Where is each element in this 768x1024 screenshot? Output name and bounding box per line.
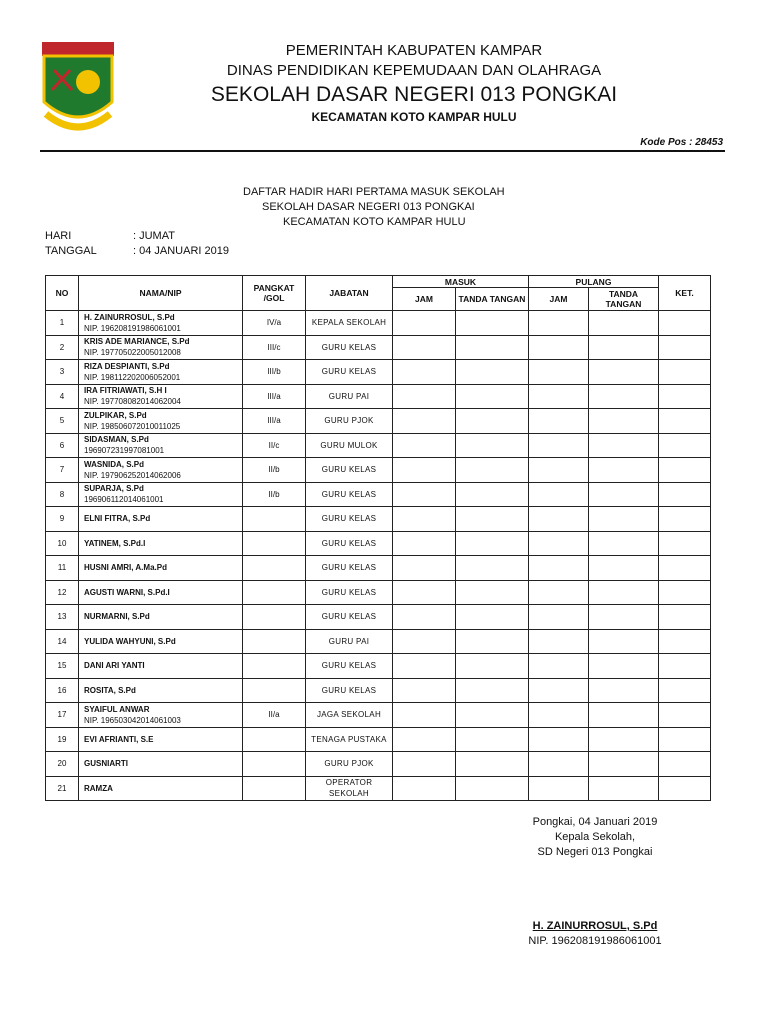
row-masuk-tanda-tangan[interactable] — [456, 335, 529, 360]
row-name-nip — [79, 482, 243, 507]
row-name-nip — [79, 752, 243, 777]
header-pangkat: PANGKAT /GOL — [243, 276, 306, 311]
row-ket[interactable] — [659, 727, 711, 752]
row-name-nip — [79, 409, 243, 434]
table-row — [46, 703, 711, 728]
row-nip: NIP. 197906252014062006 — [84, 470, 181, 480]
row-name: WASNIDA, S.Pd — [84, 459, 145, 469]
row-pulang-tanda-tangan[interactable] — [589, 703, 659, 728]
row-name: HUSNI AMRI, A.Ma.Pd — [84, 563, 167, 573]
row-jabatan: GURU PJOK — [306, 752, 393, 777]
table-row — [46, 384, 711, 409]
row-pulang-jam[interactable] — [529, 654, 589, 679]
table-row — [46, 360, 711, 385]
row-pulang-jam[interactable] — [529, 605, 589, 630]
row-pulang-jam[interactable] — [529, 580, 589, 605]
row-masuk-tanda-tangan[interactable] — [456, 507, 529, 532]
header-pulang-jam: JAM — [529, 288, 589, 311]
row-pulang-jam[interactable] — [529, 556, 589, 581]
table-row — [46, 507, 711, 532]
row-masuk-jam[interactable] — [393, 629, 456, 654]
row-masuk-tanda-tangan[interactable] — [456, 458, 529, 483]
school-name: SEKOLAH DASAR NEGERI 013 PONGKAI — [210, 83, 618, 106]
row-golongan: III/c — [243, 335, 306, 360]
row-pulang-tanda-tangan[interactable] — [589, 654, 659, 679]
row-masuk-jam[interactable] — [393, 776, 456, 801]
row-golongan: II/b — [243, 482, 306, 507]
row-name: SUPARJA, S.Pd — [84, 484, 144, 494]
row-nip: 196906112014061001 — [84, 495, 164, 505]
row-pulang-tanda-tangan[interactable] — [589, 580, 659, 605]
row-pulang-tanda-tangan[interactable] — [589, 458, 659, 483]
row-golongan — [243, 580, 306, 605]
row-ket[interactable] — [659, 409, 711, 434]
row-name-nip — [79, 776, 243, 801]
row-pulang-tanda-tangan[interactable] — [589, 531, 659, 556]
row-masuk-jam[interactable] — [393, 384, 456, 409]
row-pulang-jam[interactable] — [529, 629, 589, 654]
row-ket[interactable] — [659, 311, 711, 336]
row-pulang-tanda-tangan[interactable] — [589, 482, 659, 507]
row-nip: NIP. 196208191986061001 — [84, 323, 181, 333]
row-name-nip — [79, 703, 243, 728]
table-row — [46, 678, 711, 703]
row-masuk-tanda-tangan[interactable] — [456, 556, 529, 581]
row-pulang-jam[interactable] — [529, 776, 589, 801]
row-masuk-jam[interactable] — [393, 531, 456, 556]
row-golongan — [243, 556, 306, 581]
row-masuk-jam[interactable] — [393, 335, 456, 360]
row-jabatan: GURU KELAS — [306, 678, 393, 703]
row-ket[interactable] — [659, 507, 711, 532]
row-nip: NIP. 198112202006052001 — [84, 372, 181, 382]
row-pulang-tanda-tangan[interactable] — [589, 384, 659, 409]
row-pulang-tanda-tangan[interactable] — [589, 433, 659, 458]
row-name: DANI ARI YANTI — [84, 661, 145, 671]
row-ket[interactable] — [659, 580, 711, 605]
signature-nip: NIP. 196208191986061001 — [528, 935, 662, 947]
row-no: 20 — [46, 752, 79, 777]
row-no: 8 — [46, 482, 79, 507]
row-ket[interactable] — [659, 335, 711, 360]
row-ket[interactable] — [659, 531, 711, 556]
signature-role: Kepala Sekolah, — [554, 831, 636, 843]
tanggal-value: : 04 JANUARI 2019 — [133, 245, 229, 257]
row-pulang-tanda-tangan[interactable] — [589, 311, 659, 336]
row-name: RAMZA — [84, 783, 113, 793]
header-pulang-tanda: TANDA TANGAN — [589, 288, 659, 311]
row-no: 6 — [46, 433, 79, 458]
row-name: ELNI FITRA, S.Pd — [84, 514, 151, 524]
table-row — [46, 433, 711, 458]
table-row — [46, 580, 711, 605]
row-pulang-jam[interactable] — [529, 482, 589, 507]
signature-school: SD Negeri 013 Pongkai — [537, 846, 653, 858]
header-divider — [40, 150, 725, 152]
row-pulang-jam[interactable] — [529, 409, 589, 434]
row-name-nip — [79, 556, 243, 581]
row-masuk-jam[interactable] — [393, 752, 456, 777]
table-row — [46, 654, 711, 679]
table-row — [46, 458, 711, 483]
row-jabatan: OPERATOR SEKOLAH — [306, 776, 393, 801]
row-ket[interactable] — [659, 654, 711, 679]
table-row — [46, 605, 711, 630]
row-name-nip — [79, 629, 243, 654]
row-golongan: III/b — [243, 360, 306, 385]
row-masuk-jam[interactable] — [393, 605, 456, 630]
row-name: GUSNIARTI — [84, 759, 128, 769]
row-jabatan: GURU MULOK — [306, 433, 393, 458]
header-nama: NAMA/NIP — [79, 276, 243, 311]
row-golongan: II/b — [243, 458, 306, 483]
row-no: 16 — [46, 678, 79, 703]
row-ket[interactable] — [659, 629, 711, 654]
row-name-nip — [79, 384, 243, 409]
row-name-nip — [79, 531, 243, 556]
row-golongan: II/c — [243, 433, 306, 458]
row-name: SYAIFUL ANWAR — [84, 704, 150, 714]
row-pulang-jam[interactable] — [529, 752, 589, 777]
row-name-nip — [79, 311, 243, 336]
row-jabatan: GURU KELAS — [306, 507, 393, 532]
row-name-nip — [79, 580, 243, 605]
row-ket[interactable] — [659, 605, 711, 630]
row-name-nip — [79, 654, 243, 679]
table-row — [46, 752, 711, 777]
row-ket[interactable] — [659, 458, 711, 483]
row-masuk-tanda-tangan[interactable] — [456, 531, 529, 556]
row-masuk-tanda-tangan[interactable] — [456, 360, 529, 385]
row-jabatan: KEPALA SEKOLAH — [306, 311, 393, 336]
row-golongan — [243, 654, 306, 679]
header-ket: KET. — [659, 276, 711, 311]
row-masuk-jam[interactable] — [393, 580, 456, 605]
row-jabatan: GURU KELAS — [306, 605, 393, 630]
table-row — [46, 409, 711, 434]
row-pulang-jam[interactable] — [529, 458, 589, 483]
row-ket[interactable] — [659, 678, 711, 703]
row-nip: NIP. 198506072010011025 — [84, 421, 181, 431]
row-name: RIZA DESPIANTI, S.Pd — [84, 361, 170, 371]
row-golongan: III/a — [243, 384, 306, 409]
table-row — [46, 556, 711, 581]
tanggal-label: TANGGAL — [45, 245, 97, 257]
table-row — [46, 482, 711, 507]
row-jabatan: GURU KELAS — [306, 580, 393, 605]
row-ket[interactable] — [659, 360, 711, 385]
row-jabatan: GURU KELAS — [306, 482, 393, 507]
row-jabatan: GURU KELAS — [306, 556, 393, 581]
title-line-3: KECAMATAN KOTO KAMPAR HULU — [283, 216, 466, 228]
row-masuk-tanda-tangan[interactable] — [456, 580, 529, 605]
row-no: 12 — [46, 580, 79, 605]
row-golongan — [243, 531, 306, 556]
row-pulang-jam[interactable] — [529, 311, 589, 336]
row-nip: NIP. 196503042014061003 — [84, 715, 181, 725]
row-nip: NIP. 197705022005012008 — [84, 348, 181, 358]
hari-value: : JUMAT — [133, 230, 175, 242]
row-no: 1 — [46, 311, 79, 336]
table-row — [46, 629, 711, 654]
row-name: H. ZAINURROSUL, S.Pd — [84, 312, 175, 322]
table-row — [46, 335, 711, 360]
row-jabatan: GURU KELAS — [306, 531, 393, 556]
row-pulang-tanda-tangan[interactable] — [589, 752, 659, 777]
row-golongan — [243, 629, 306, 654]
header-line-2: DINAS PENDIDIKAN KEPEMUDAAN DAN OLAHRAGA — [226, 62, 602, 79]
row-pulang-tanda-tangan[interactable] — [589, 335, 659, 360]
row-jabatan: GURU KELAS — [306, 335, 393, 360]
row-pulang-jam[interactable] — [529, 433, 589, 458]
row-ket[interactable] — [659, 703, 711, 728]
row-name-nip — [79, 727, 243, 752]
row-masuk-jam[interactable] — [393, 458, 456, 483]
row-ket[interactable] — [659, 752, 711, 777]
header-no: NO — [46, 276, 79, 311]
row-masuk-jam[interactable] — [393, 482, 456, 507]
row-name: NURMARNI, S.Pd — [84, 612, 150, 622]
header-line-4: KECAMATAN KOTO KAMPAR HULU — [311, 110, 517, 124]
row-pulang-jam[interactable] — [529, 678, 589, 703]
row-masuk-tanda-tangan[interactable] — [456, 482, 529, 507]
row-no: 7 — [46, 458, 79, 483]
row-name-nip — [79, 458, 243, 483]
row-pulang-jam[interactable] — [529, 360, 589, 385]
row-masuk-tanda-tangan[interactable] — [456, 678, 529, 703]
table-row — [46, 531, 711, 556]
row-nip: NIP. 197708082014062004 — [84, 397, 181, 407]
row-pulang-jam[interactable] — [529, 531, 589, 556]
row-golongan: III/a — [243, 409, 306, 434]
kode-pos: Kode Pos : 28453 — [640, 137, 723, 148]
row-golongan — [243, 507, 306, 532]
row-pulang-tanda-tangan[interactable] — [589, 629, 659, 654]
row-no: 17 — [46, 703, 79, 728]
row-no: 15 — [46, 654, 79, 679]
row-no: 14 — [46, 629, 79, 654]
row-golongan — [243, 678, 306, 703]
row-golongan: II/a — [243, 703, 306, 728]
row-name-nip — [79, 678, 243, 703]
row-masuk-jam[interactable] — [393, 311, 456, 336]
row-jabatan: GURU PAI — [306, 384, 393, 409]
row-nip: 196907231997081001 — [84, 446, 165, 456]
row-pulang-tanda-tangan[interactable] — [589, 776, 659, 801]
row-no: 19 — [46, 727, 79, 752]
row-ket[interactable] — [659, 776, 711, 801]
row-pulang-tanda-tangan[interactable] — [589, 605, 659, 630]
row-masuk-tanda-tangan[interactable] — [456, 433, 529, 458]
row-name-nip — [79, 507, 243, 532]
attendance-table — [45, 275, 711, 801]
title-line-2: SEKOLAH DASAR NEGERI 013 PONGKAI — [262, 201, 475, 213]
row-name: ZULPIKAR, S.Pd — [84, 410, 147, 420]
row-ket[interactable] — [659, 384, 711, 409]
row-golongan: IV/a — [243, 311, 306, 336]
row-name-nip — [79, 335, 243, 360]
title-line-1: DAFTAR HADIR HARI PERTAMA MASUK SEKOLAH — [243, 186, 505, 198]
row-masuk-jam[interactable] — [393, 727, 456, 752]
row-pulang-tanda-tangan[interactable] — [589, 556, 659, 581]
header-masuk: MASUK — [393, 276, 529, 288]
row-masuk-tanda-tangan[interactable] — [456, 384, 529, 409]
row-no: 4 — [46, 384, 79, 409]
row-jabatan: GURU PJOK — [306, 409, 393, 434]
row-name: YULIDA WAHYUNI, S.Pd — [84, 636, 176, 646]
row-masuk-tanda-tangan[interactable] — [456, 776, 529, 801]
table-row — [46, 727, 711, 752]
row-pulang-tanda-tangan[interactable] — [589, 678, 659, 703]
row-name: IRA FITRIAWATI, S.H I — [84, 386, 167, 396]
row-masuk-jam[interactable] — [393, 654, 456, 679]
row-name: AGUSTI WARNI, S.Pd.I — [84, 587, 170, 597]
row-pulang-tanda-tangan[interactable] — [589, 409, 659, 434]
signature-place-date: Pongkai, 04 Januari 2019 — [532, 816, 658, 828]
row-masuk-tanda-tangan[interactable] — [456, 654, 529, 679]
row-pulang-tanda-tangan[interactable] — [589, 360, 659, 385]
header-jabatan: JABATAN — [306, 276, 393, 311]
row-ket[interactable] — [659, 433, 711, 458]
row-masuk-tanda-tangan[interactable] — [456, 409, 529, 434]
header-masuk-tanda: TANDA TANGAN — [456, 288, 529, 311]
row-no: 13 — [46, 605, 79, 630]
row-no: 5 — [46, 409, 79, 434]
row-no: 9 — [46, 507, 79, 532]
header-pulang: PULANG — [529, 276, 659, 288]
row-masuk-tanda-tangan[interactable] — [456, 605, 529, 630]
row-pulang-tanda-tangan[interactable] — [589, 727, 659, 752]
row-jabatan: GURU KELAS — [306, 654, 393, 679]
row-pulang-jam[interactable] — [529, 507, 589, 532]
header-line-1: PEMERINTAH KABUPATEN KAMPAR — [285, 42, 543, 59]
signature-name: H. ZAINURROSUL, S.Pd — [532, 920, 658, 932]
row-no: 10 — [46, 531, 79, 556]
row-masuk-jam[interactable] — [393, 409, 456, 434]
row-name-nip — [79, 433, 243, 458]
row-name: YATINEM, S.Pd.I — [84, 538, 146, 548]
table-row — [46, 776, 711, 801]
row-ket[interactable] — [659, 556, 711, 581]
row-masuk-tanda-tangan[interactable] — [456, 703, 529, 728]
row-no: 21 — [46, 776, 79, 801]
row-jabatan: GURU KELAS — [306, 458, 393, 483]
row-no: 2 — [46, 335, 79, 360]
row-golongan — [243, 605, 306, 630]
row-masuk-jam[interactable] — [393, 703, 456, 728]
row-ket[interactable] — [659, 482, 711, 507]
row-masuk-jam[interactable] — [393, 433, 456, 458]
header-masuk-jam: JAM — [393, 288, 456, 311]
row-masuk-jam[interactable] — [393, 507, 456, 532]
row-masuk-tanda-tangan[interactable] — [456, 727, 529, 752]
table-row — [46, 311, 711, 336]
row-pulang-tanda-tangan[interactable] — [589, 507, 659, 532]
row-masuk-jam[interactable] — [393, 556, 456, 581]
row-jabatan: GURU KELAS — [306, 360, 393, 385]
row-golongan — [243, 776, 306, 801]
row-no: 3 — [46, 360, 79, 385]
row-name: SIDASMAN, S.Pd — [84, 435, 149, 445]
row-masuk-tanda-tangan[interactable] — [456, 752, 529, 777]
row-name-nip — [79, 605, 243, 630]
row-no: 11 — [46, 556, 79, 581]
hari-label: HARI — [45, 230, 72, 242]
row-name: KRIS ADE MARIANCE, S.Pd — [84, 337, 190, 347]
row-jabatan: TENAGA PUSTAKA — [306, 727, 393, 752]
row-jabatan: GURU PAI — [306, 629, 393, 654]
row-masuk-jam[interactable] — [393, 678, 456, 703]
row-pulang-jam[interactable] — [529, 384, 589, 409]
row-masuk-tanda-tangan[interactable] — [456, 311, 529, 336]
row-name: ROSITA, S.Pd — [84, 685, 136, 695]
row-pulang-jam[interactable] — [529, 727, 589, 752]
row-masuk-tanda-tangan[interactable] — [456, 629, 529, 654]
row-golongan — [243, 727, 306, 752]
row-jabatan: JAGA SEKOLAH — [306, 703, 393, 728]
row-pulang-jam[interactable] — [529, 703, 589, 728]
row-name: EVI AFRIANTI, S.E — [84, 734, 154, 744]
row-masuk-jam[interactable] — [393, 360, 456, 385]
row-pulang-jam[interactable] — [529, 335, 589, 360]
row-golongan — [243, 752, 306, 777]
row-name-nip — [79, 360, 243, 385]
